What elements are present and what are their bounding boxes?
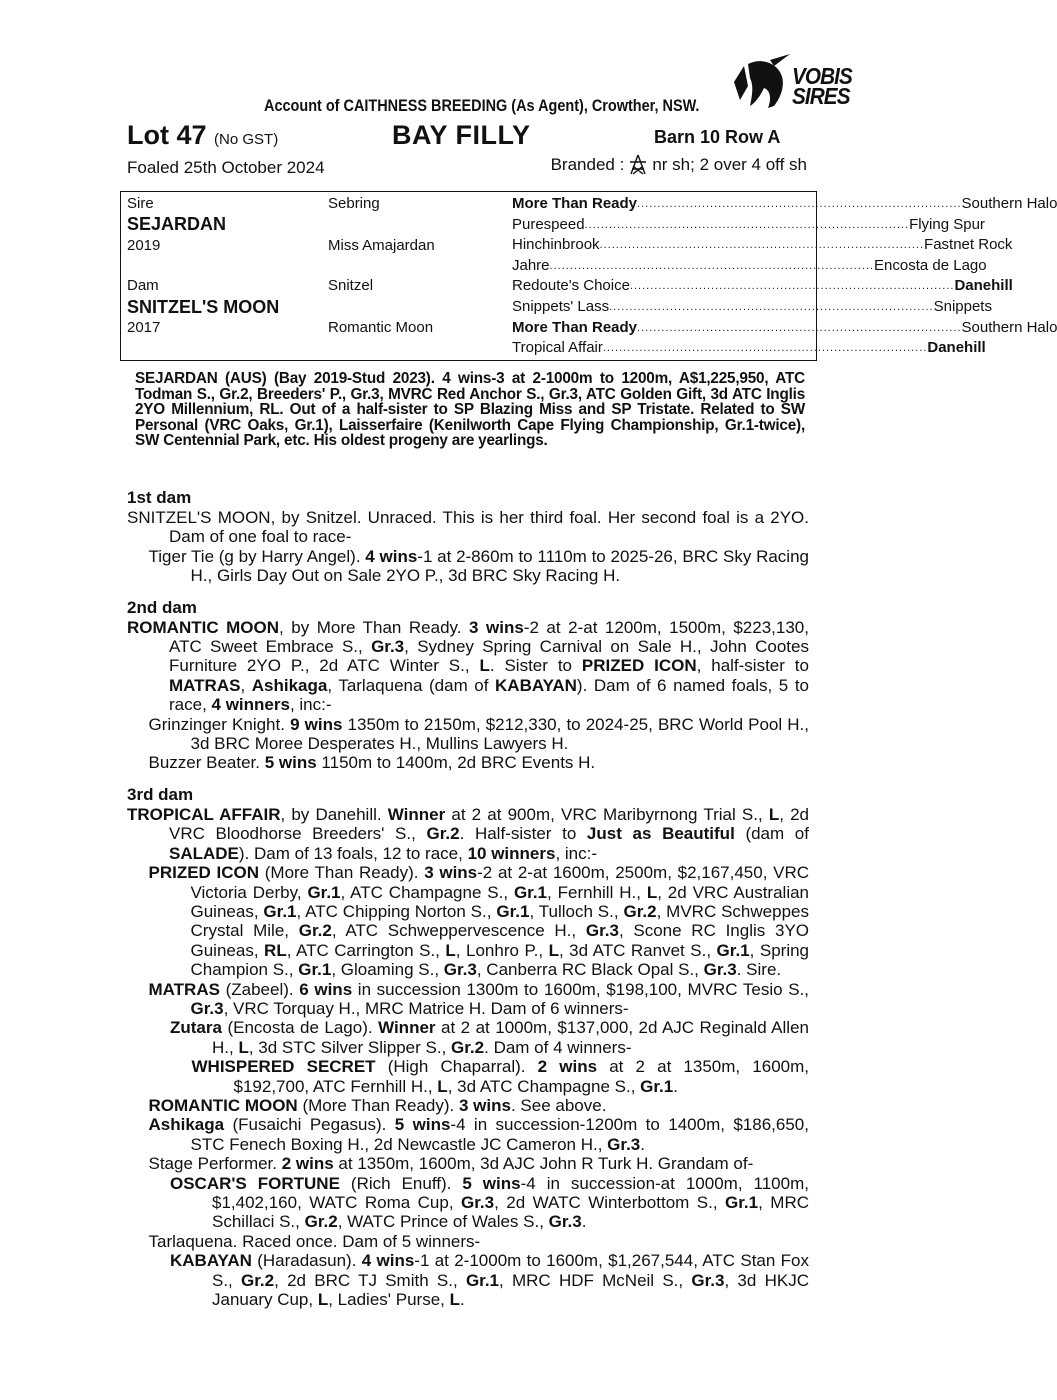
text: , Tarlaquena (dam of: [327, 675, 496, 695]
bold-text: ROMANTIC MOON: [148, 1095, 298, 1115]
logo-text-sires: SIRES: [792, 83, 850, 109]
text: .: [640, 1134, 645, 1154]
bold-text: RL: [264, 940, 287, 960]
gen3-name: Hinchinbrook: [512, 236, 600, 254]
sires-sire: Sebring: [328, 195, 380, 212]
sire-name: SEJARDAN: [127, 214, 227, 234]
bold-text: KABAYAN: [170, 1251, 252, 1271]
bold-text: Gr.2: [426, 824, 460, 844]
leader-dots: ................................................................................: [609, 301, 934, 313]
text: . Sister to: [489, 656, 582, 676]
text: , ATC Schweppervescence H.,: [331, 921, 586, 941]
text: . Dam of 4 winners-: [484, 1037, 632, 1057]
pedigree-entry: [127, 547, 809, 586]
text: Tarlaquena. Raced once. Dam of 5 winners-: [148, 1231, 481, 1251]
bold-text: Winner: [387, 804, 446, 824]
bold-text: 2 wins: [281, 1154, 334, 1174]
dam-heading: 1st dam: [127, 488, 192, 507]
text: , 2d VRC Bloodhorse Breeders' S.,: [169, 804, 810, 844]
text: ). Dam of 6 named foals, 5 to race,: [169, 675, 809, 715]
dam-section: [127, 488, 809, 586]
bold-text: WHISPERED SECRET: [191, 1057, 376, 1077]
sire-summary: SEJARDAN (AUS) (Bay 2019-Stud 2023). 4 wins-3 at 2-1000m to 1200m, A$1,225,950, ATC Todman S., Gr.2, Breeders' P., Gr.3, MVRC Red Anchor S., Gr.3, ATC Golden Gift, 3d ATC Inglis 2YO Millennium, RL. Out of a half-sister to SP Blazing Miss and SP Tristate. Related to SW Personal (VRC Oaks, Gr.1), Laisserfaire (Kenilworth Cape Flying Championship, Gr.1-twice), SW Centennial Park, etc. His oldest progeny are yearlings.: [135, 370, 805, 450]
bold-text: Gr.2: [304, 1212, 338, 1232]
text: , by More Than Ready.: [279, 617, 470, 637]
leader-dots: ................................................................................: [637, 321, 962, 334]
branded-text: nr sh; 2 over 4 off sh: [652, 155, 807, 174]
text: in succession 1300m to 1600m, $198,100, MVRC Tesio S.,: [352, 979, 809, 999]
text: , half-sister to: [696, 656, 809, 676]
bold-text: L: [479, 656, 490, 676]
gen3-name: Redoute's Choice: [512, 277, 630, 295]
bold-text: 4 wins: [365, 546, 418, 566]
bold-text: Gr.2: [623, 901, 657, 921]
barn-location: Barn 10 Row A: [654, 127, 781, 147]
text: , 2d BRC TJ Smith S.,: [274, 1270, 466, 1290]
sire-year: 2019: [127, 237, 161, 254]
text: at 2 at 1000m, $137,000, 2d AJC Reginald Allen H.,: [212, 1018, 809, 1057]
text: , MRC Schillaci S.,: [212, 1193, 809, 1232]
pedigree-gen3-row: [512, 276, 1013, 296]
leader-dots: ................................................................................: [637, 198, 962, 210]
dams-dam: Romantic Moon: [328, 319, 434, 336]
text: , ATC Carrington S.,: [286, 940, 446, 960]
branded-label: Branded :: [550, 155, 625, 174]
bold-text: L: [449, 1290, 460, 1310]
bold-text: 9 wins: [290, 714, 343, 734]
pedigree-entry: [127, 805, 809, 863]
bold-text: Gr.1: [716, 940, 750, 960]
leader-dots: ................................................................................: [549, 259, 875, 272]
bold-text: 3 wins: [458, 1095, 511, 1115]
text: .: [673, 1076, 678, 1096]
text: (More Than Ready).: [297, 1095, 459, 1115]
text: (More Than Ready).: [259, 863, 425, 883]
gen3-sire: Fastnet Rock: [924, 236, 1013, 254]
pedigree-entry: [127, 1251, 809, 1309]
pedigree-gen3-row: [512, 318, 1057, 338]
gen3-sire: Encosta de Lago: [874, 256, 987, 274]
dam-year: 2017: [127, 319, 161, 336]
gen3-sire: Snippets: [933, 298, 992, 315]
sire-label: Sire: [127, 195, 154, 212]
bold-text: MATRAS: [148, 979, 220, 999]
dam-label: Dam: [127, 277, 159, 294]
dam-section: [127, 785, 809, 1310]
bold-text: L: [646, 882, 658, 902]
gen3-name: Jahre: [512, 256, 550, 274]
bold-text: SALADE: [169, 843, 239, 863]
text: .: [581, 1212, 587, 1232]
pedigree-entry: [127, 1115, 809, 1154]
bold-text: Gr.1: [725, 1193, 759, 1212]
bold-text: Gr.3: [691, 1270, 725, 1290]
pedigree-gen3-row: [512, 256, 987, 276]
text: . See above.: [510, 1095, 607, 1115]
bold-text: Ashikaga: [251, 675, 328, 695]
bold-text: 6 wins: [299, 979, 353, 999]
bold-text: Gr.2: [241, 1270, 275, 1290]
text: -1 at 2-1000m to 1600m, $1,267,544, ATC Stan Fox S.,: [212, 1251, 809, 1290]
bold-text: Gr.3: [371, 637, 405, 657]
text: , VRC Torquay H., MRC Matrice H. Dam of 6 winners-: [223, 998, 629, 1018]
text: at 2 at 900m, VRC Maribyrnong Trial S.,: [445, 804, 769, 824]
gen3-sire: Southern Halo: [961, 318, 1057, 336]
brand-symbol-icon: [628, 154, 648, 176]
text: , Tulloch S.,: [529, 901, 624, 921]
text: ). Dam of 13 foals, 12 to race,: [238, 843, 468, 863]
bold-text: Winner: [378, 1018, 436, 1038]
bold-text: L: [437, 1076, 448, 1096]
pedigree-table: [120, 191, 1057, 361]
bold-text: Gr.1: [465, 1270, 500, 1290]
brand-info: [551, 154, 807, 176]
gen3-name: More Than Ready: [512, 318, 638, 336]
pedigree-gen3-row: [512, 194, 1057, 214]
lot-label: Lot 47: [127, 120, 207, 150]
text: (Rich Enuff).: [339, 1173, 463, 1193]
text: at 1350m, 1600m, 3d AJC John R Turk H. Grandam of-: [333, 1154, 754, 1174]
bold-text: PRIZED ICON: [148, 863, 260, 883]
bold-text: PRIZED ICON: [581, 656, 697, 676]
text: SNITZEL'S MOON, by Snitzel. Unraced. This is her third foal. Her second foal is a 2YO. Dam of one foal to race-: [127, 508, 809, 547]
pedigree-gen3-row: [512, 235, 1013, 255]
bold-text: KABAYAN: [495, 675, 577, 695]
dams-sire: Snitzel: [328, 277, 374, 294]
text: 1150m to 1400m, 2d BRC Events H.: [316, 753, 596, 773]
pedigree-entry: [127, 863, 809, 979]
bold-text: ROMANTIC MOON: [127, 617, 279, 637]
text: , 3d ATC Champagne S.,: [447, 1076, 641, 1096]
text: Grinzinger Knight.: [148, 714, 291, 734]
text: , MRC HDF McNeil S.,: [499, 1270, 692, 1290]
text: , Canberra RC Black Opal S.,: [476, 960, 704, 980]
text: , inc:-: [555, 843, 598, 863]
text: -4 in succession-at 1000m, 1100m, $1,402,160, WATC Roma Cup,: [212, 1173, 809, 1212]
text: , WATC Prince of Wales S.,: [337, 1212, 549, 1232]
vendor-account: Account of CAITHNESS BREEDING (As Agent), Crowther, NSW.: [264, 96, 700, 115]
pedigree-entry: [127, 1018, 809, 1057]
dam-heading: 2nd dam: [127, 597, 197, 617]
pedigree-entry: [127, 508, 809, 547]
gen3-name: More Than Ready: [512, 195, 638, 212]
dam-heading: 3rd dam: [127, 784, 194, 804]
pedigree-entry: [127, 1057, 809, 1096]
gen3-sire: Danehill: [927, 339, 986, 357]
bold-text: L: [317, 1290, 329, 1310]
gen3-name: Purespeed: [512, 215, 585, 233]
bold-text: L: [445, 940, 456, 960]
text: ,: [240, 675, 252, 695]
text: , 3d HKJC January Cup,: [212, 1270, 809, 1310]
bold-text: Gr.1: [298, 960, 332, 980]
text: . Sire.: [736, 960, 782, 980]
text: (High Chaparral).: [375, 1057, 538, 1077]
bold-text: 5 wins: [264, 753, 317, 773]
family-details: [127, 488, 809, 1309]
text: , Fernhill H.,: [547, 882, 647, 902]
pedigree-entry: [127, 980, 809, 1019]
text: , 2d VRC Australian Guineas,: [190, 882, 810, 921]
text: (Encosta de Lago).: [221, 1018, 379, 1038]
bold-text: Gr.3: [443, 960, 477, 980]
text: at 2 at 1350m, 1600m, $192,700, ATC Fernhill H.,: [233, 1057, 809, 1096]
bold-text: L: [548, 940, 559, 960]
pedigree-entry: [127, 753, 809, 772]
text: , 3d STC Silver Slipper S.,: [248, 1037, 452, 1057]
bold-text: MATRAS: [169, 675, 241, 695]
bold-text: Gr.1: [307, 882, 341, 902]
gen3-sire: Southern Halo: [961, 195, 1057, 212]
text: , Sydney Spring Carnival on Sale H., John Cootes Furniture 2YO P., 2d ATC Winter S.,: [169, 637, 809, 676]
text: Tiger Tie (g by Harry Angel).: [148, 546, 366, 566]
bold-text: 2 wins: [537, 1057, 598, 1077]
gen3-name: Snippets' Lass: [512, 298, 610, 315]
bold-text: Gr.3: [703, 960, 737, 980]
text: , MVRC Schweppes Crystal Mile,: [190, 901, 809, 941]
pedigree-entry: [127, 1232, 809, 1251]
bold-text: L: [768, 804, 780, 824]
text: (Zabeel).: [219, 979, 300, 999]
leader-dots: ................................................................................: [584, 218, 910, 231]
bold-text: Gr.1: [513, 882, 548, 902]
dam-section: [127, 598, 809, 773]
pedigree-entry: [127, 618, 809, 715]
bold-text: 3 wins: [469, 617, 524, 637]
bold-text: 5 wins: [462, 1173, 521, 1193]
pedigree-gen3-row: [512, 297, 992, 317]
bold-text: Gr.3: [190, 998, 224, 1018]
text: (Haradasun).: [251, 1251, 362, 1271]
text: , Scone RC Inglis 3YO Guineas,: [190, 921, 810, 960]
bold-text: Gr.2: [451, 1037, 485, 1057]
bold-text: Gr.2: [298, 921, 332, 941]
lot-number: [127, 120, 278, 151]
leader-dots: ................................................................................: [629, 280, 955, 293]
text: , ATC Champagne S.,: [340, 882, 514, 902]
bold-text: 5 wins: [394, 1115, 451, 1135]
bold-text: 3 wins: [424, 863, 478, 883]
pedigree-entry: [127, 715, 809, 754]
pedigree-entry: [127, 1174, 809, 1232]
bold-text: Gr.1: [496, 901, 530, 921]
text: .: [460, 1290, 465, 1310]
bold-text: Gr.1: [263, 901, 297, 921]
gen3-sire: Flying Spur: [909, 215, 985, 233]
gst-note: (No GST): [214, 131, 279, 148]
text: -2 at 2-at 1200m, 1500m, $223,130, ATC Sweet Embrace S.,: [169, 617, 809, 657]
text: (dam of: [734, 824, 809, 844]
text: , ATC Chipping Norton S.,: [296, 901, 497, 921]
leader-dots: ................................................................................: [599, 239, 925, 252]
bold-text: L: [238, 1037, 249, 1057]
gen3-name: Tropical Affair: [512, 339, 603, 357]
text: , Lonhro P.,: [455, 940, 549, 960]
text: 1350m to 2150m, $212,330, to 2024-25, BRC World Pool H., 3d BRC Moree Desperates H., Mullins Lawyers H.: [190, 714, 809, 754]
leader-dots: ................................................................................: [602, 342, 928, 355]
text: (Fusaichi Pegasus).: [224, 1115, 395, 1135]
bold-text: 10 winners: [467, 843, 556, 863]
pedigree-entry: [127, 1154, 809, 1173]
pedigree-entry: [127, 1096, 809, 1115]
text: , Ladies' Purse,: [328, 1290, 450, 1310]
bold-text: Gr.3: [461, 1193, 495, 1212]
text: . Half-sister to: [459, 824, 587, 844]
bold-text: Gr.3: [585, 921, 619, 941]
text: , Spring Champion S.,: [190, 940, 810, 980]
dam-name: SNITZEL'S MOON: [127, 297, 280, 317]
logo-text-vobis: VOBIS: [792, 63, 852, 89]
text: , 3d ATC Ranvet S.,: [558, 940, 717, 960]
text: Stage Performer.: [148, 1154, 282, 1174]
pedigree-gen3-row: [512, 338, 986, 358]
bold-text: Gr.1: [640, 1076, 674, 1096]
bold-text: 4 wins: [361, 1251, 415, 1271]
text: , inc:-: [289, 695, 332, 715]
text: , Gloaming S.,: [331, 960, 444, 980]
text: -4 in succession-1200m to 1400m, $186,650, STC Fenech Boxing H., 2d Newcastle JC Cameron H.,: [190, 1115, 809, 1154]
gen3-sire: Danehill: [954, 277, 1013, 295]
text: Buzzer Beater.: [148, 753, 265, 773]
text: -1 at 2-860m to 1110m to 2025-26, BRC Sky Racing H., Girls Day Out on Sale 2YO P., 3d BRC Sky Racing H.: [190, 546, 809, 586]
text: , by Danehill.: [280, 804, 388, 824]
bold-text: OSCAR'S FORTUNE: [170, 1173, 340, 1193]
bold-text: Gr.3: [607, 1134, 641, 1154]
bold-text: Zutara: [170, 1018, 222, 1038]
bold-text: TROPICAL AFFAIR: [127, 804, 281, 824]
sires-dam: Miss Amajardan: [328, 237, 435, 254]
bold-text: Gr.3: [548, 1212, 582, 1232]
bold-text: Just as Beautiful: [586, 824, 735, 844]
bold-text: 4 winners: [211, 695, 290, 715]
text: -2 at 2-at 1600m, 2500m, $2,167,450, VRC Victoria Derby,: [190, 863, 810, 902]
horse-description: BAY FILLY: [392, 120, 531, 150]
pedigree-gen3-row: [512, 215, 985, 235]
text: , 2d WATC Winterbottom S.,: [494, 1193, 726, 1212]
bold-text: Ashikaga: [148, 1115, 225, 1135]
foaled-date: Foaled 25th October 2024: [127, 158, 325, 177]
